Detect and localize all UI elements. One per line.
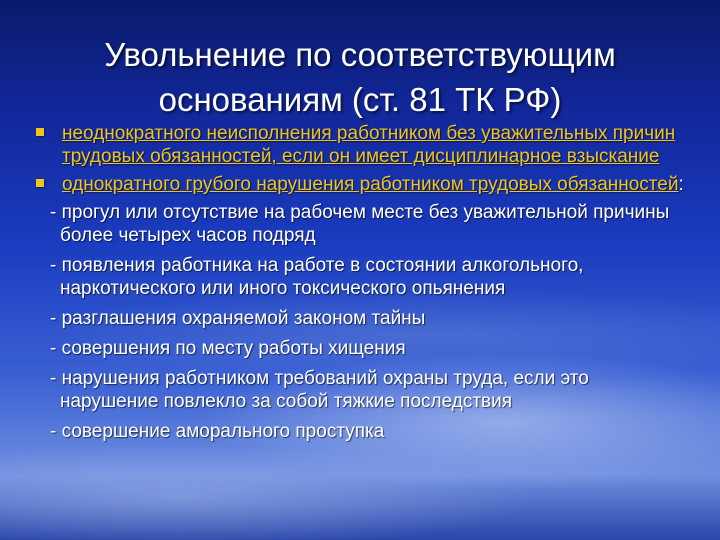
- sub-item: [30, 307, 690, 330]
- bullet-item: [30, 173, 690, 196]
- sub-item-text: - совершения по месту работы хищения: [50, 338, 406, 359]
- bullet-suffix: :: [678, 174, 684, 195]
- sub-item-text: - появления работника на работе в состоянии алкогольного, наркотического или иного токсического опьянения: [50, 255, 584, 299]
- sub-item: [30, 337, 690, 360]
- bullet-link[interactable]: неоднократного неисполнения работником без уважительных причин трудовых обязанностей, если он имеет дисциплинарное взыскание: [62, 123, 676, 167]
- slide-content: [30, 122, 690, 450]
- bullet-square-icon: [36, 128, 44, 136]
- bullet-link[interactable]: однократного грубого нарушения работником трудовых обязанностей: [62, 174, 679, 195]
- sub-item: [30, 367, 690, 413]
- sub-item-text: - совершение аморального проступка: [50, 421, 385, 442]
- sub-item-text: - прогул или отсутствие на рабочем месте без уважительной причины более четырех часов подряд: [50, 202, 670, 246]
- bullet-item: [30, 122, 690, 168]
- title-line-2: основаниям (ст. 81 ТК РФ): [158, 81, 562, 118]
- sub-item-text: - нарушения работником требований охраны труда, если это нарушение повлекло за собой тяжкие последствия: [50, 368, 589, 412]
- bullet-square-icon: [36, 179, 44, 187]
- slide-title: [40, 32, 680, 122]
- title-line-1: Увольнение по соответствующим: [104, 36, 616, 73]
- sub-item: [30, 420, 690, 443]
- sub-item: [30, 201, 690, 247]
- sub-item-text: - разглашения охраняемой законом тайны: [50, 308, 426, 329]
- sub-item: [30, 254, 690, 300]
